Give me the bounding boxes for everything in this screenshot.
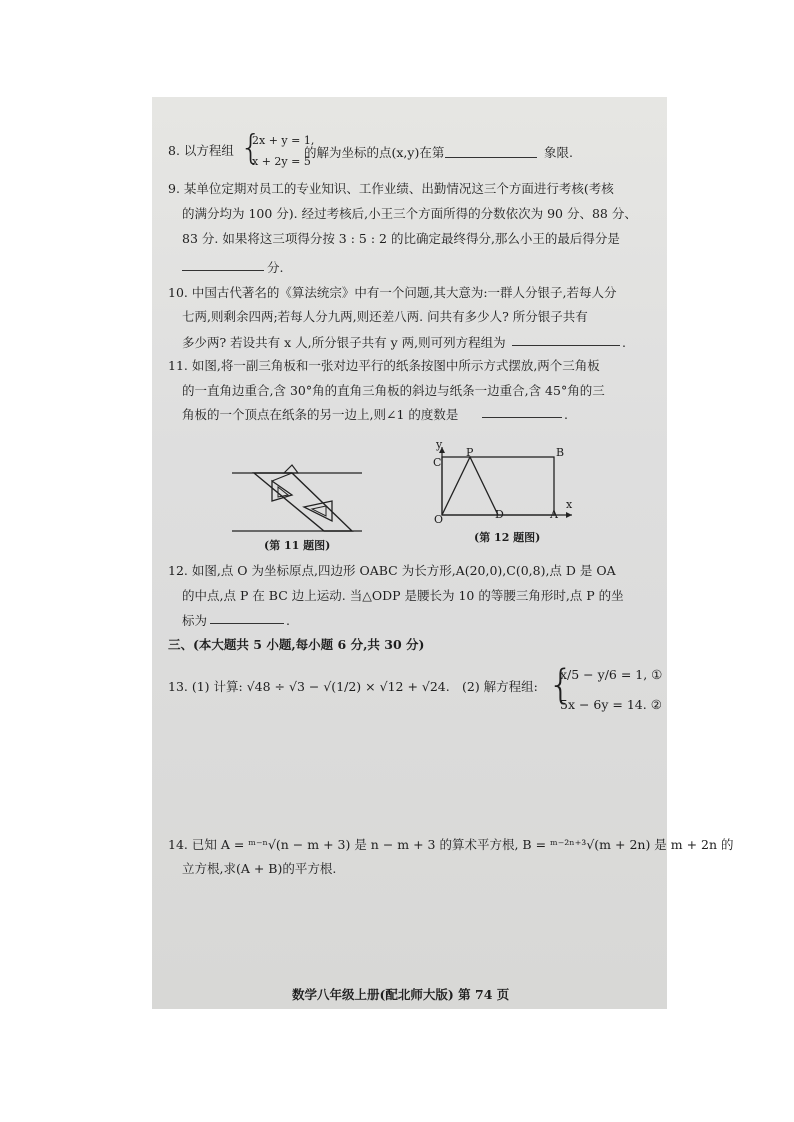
- q11-line1: 11. 如图,将一副三角板和一张对边平行的纸条按图中所示方式摆放,两个三角板: [168, 358, 600, 373]
- q9-suffix: 分.: [267, 260, 284, 275]
- q9-line2: 的满分均为 100 分). 经过考核后,小王三个方面所得的分数依次为 90 分、88 分、: [182, 206, 637, 221]
- q9-answer-blank: [182, 256, 264, 277]
- q11-line3: 角板的一个顶点在纸条的另一边上,则∠1 的度数是: [182, 407, 459, 422]
- q13-part2-prefix: (2) 解方程组:: [462, 679, 538, 694]
- q14-line1: 14. 已知 A = ᵐ⁻ⁿ√(n − m + 3) 是 n − m + 3 的算术平方根, B = ᵐ⁻²ⁿ⁺³√(m + 2n) 是 m + 2n 的: [168, 837, 734, 852]
- q10-line3: 多少两? 若设共有 x 人,所分银子共有 y 两,则可列方程组为: [182, 335, 506, 350]
- q9-line3: 83 分. 如果将这三项得分按 3 : 5 : 2 的比确定最终得分,那么小王的最后得分是: [182, 231, 620, 246]
- q12-line1: 12. 如图,点 O 为坐标原点,四边形 OABC 为长方形,A(20,0),C(0,8),点 D 是 OA: [168, 563, 616, 578]
- q8-eq2: x + 2y = 5: [252, 155, 311, 168]
- section-3-title: 三、(本大题共 5 小题,每小题 6 分,共 30 分): [168, 637, 425, 652]
- figure-11-triangles-on-strip: [232, 455, 372, 535]
- q11-line2: 的一直角边重合,含 30°角的直角三角板的斜边与纸条一边重合,含 45°角的三: [182, 383, 605, 398]
- figure-11-caption: (第 11 题图): [264, 539, 331, 552]
- q12-line3-end: .: [286, 613, 290, 628]
- page-footer: 数学八年级上册(配北师大版) 第 74 页: [292, 987, 510, 1002]
- q13-part1: 13. (1) 计算: √48 ÷ √3 − √(1/2) × √12 + √24.: [168, 679, 450, 694]
- fig12-label-O: O: [434, 513, 444, 526]
- q8-answer-blank: [445, 143, 537, 164]
- q12-line2: 的中点,点 P 在 BC 边上运动. 当△ODP 是腰长为 10 的等腰三角形时,点 P 的坐: [182, 588, 624, 603]
- q13-brace: {: [548, 662, 574, 708]
- q12-line3: 标为: [182, 613, 208, 628]
- fig12-label-x: x: [566, 498, 573, 511]
- fig12-label-D: D: [495, 508, 504, 521]
- q10-line3-end: .: [622, 335, 626, 350]
- fig12-label-P: P: [466, 446, 474, 459]
- q13-eq1: x/5 − y/6 = 1, ①: [560, 667, 663, 682]
- fig12-label-A: A: [550, 508, 558, 521]
- figure-12-caption: (第 12 题图): [474, 531, 541, 544]
- q11-line3-end: .: [564, 407, 568, 422]
- q10-line2: 七两,则剩余四两;若每人分九两,则还差八两. 问共有多少人? 所分银子共有: [182, 309, 588, 324]
- q10-line1: 10. 中国古代著名的《算法统宗》中有一个问题,其大意为:一群人分银子,若每人分: [168, 285, 617, 300]
- q8-suffix: 象限.: [544, 145, 573, 160]
- q8-prefix: 8. 以方程组: [168, 143, 234, 158]
- q11-answer-blank: [482, 403, 562, 424]
- q12-answer-blank: [210, 609, 284, 630]
- q9-line1: 9. 某单位定期对员工的专业知识、工作业绩、出勤情况这三个方面进行考核(考核: [168, 181, 614, 196]
- q8-middle: 的解为坐标的点(x,y)在第: [304, 145, 445, 160]
- q8-eq1: 2x + y = 1,: [252, 134, 315, 147]
- exam-page: [152, 97, 734, 1009]
- q10-answer-blank: [512, 331, 620, 352]
- fig12-label-y: y: [436, 438, 443, 451]
- q14-line2: 立方根,求(A + B)的平方根.: [182, 861, 337, 876]
- q13-eq2: 5x − 6y = 14. ②: [560, 697, 662, 712]
- fig12-label-C: C: [433, 456, 442, 469]
- q8-brace: {: [240, 128, 262, 168]
- fig12-label-B: B: [556, 446, 565, 459]
